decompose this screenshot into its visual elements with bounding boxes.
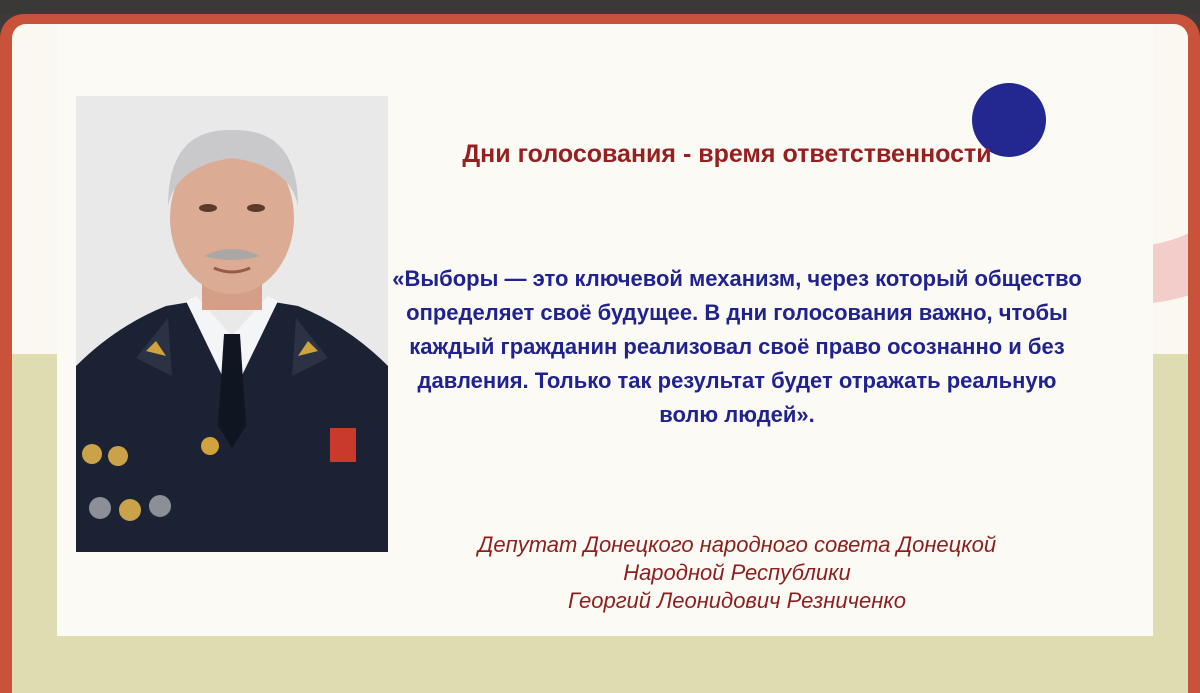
- signature-line-3: Георгий Леонидович Резниченко: [568, 588, 906, 613]
- poster-title: Дни голосования - время ответственности: [462, 140, 992, 168]
- quote-text: «Выборы — это ключевой механизм, через который общество определяет своё будущее. В дни голосования важно, чтобы каждый гражданин реализовал своё право осознанно и без давления. Только так результат будет отражать реальную волю людей».: [392, 266, 1082, 427]
- top-bar: [0, 0, 1200, 14]
- signature-line-1: Депутат Донецкого народного совета Донецкой: [477, 532, 997, 557]
- signature-line-2: Народной Республики: [623, 560, 851, 585]
- portrait-photo: [76, 96, 388, 552]
- poster-card: [12, 24, 1188, 693]
- signature-block: [392, 531, 1082, 615]
- portrait-illustration: [76, 96, 388, 552]
